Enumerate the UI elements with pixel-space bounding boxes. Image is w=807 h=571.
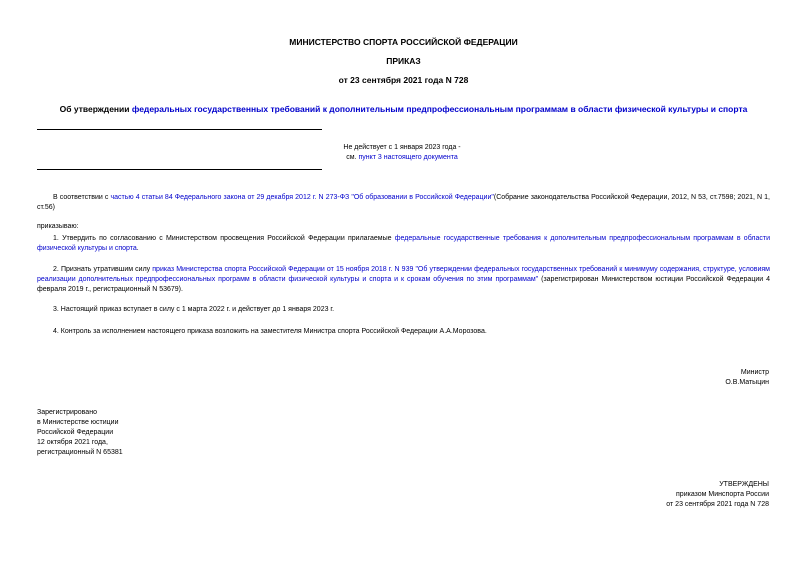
item-2-link[interactable]: приказ Министерства спорта Российской Федерации от 15 ноября 2018 г. N 939 "Об утверждении федеральных государственных требований к минимуму содержания, структуре, условиям реализации дополнительных предпрофессиональных программ в области физической культуры и спорта и к срокам обучения по этим программам": [37, 266, 770, 283]
signature-position: Министр: [740, 369, 769, 376]
approved-line-3: от 23 сентября 2021 года N 728: [666, 501, 769, 508]
item-1-link[interactable]: федеральные государственные требования к дополнительным предпрофессиональным программам в области физической культуры и спорта: [37, 235, 770, 252]
registration-line-4: 12 октября 2021 года,: [37, 439, 108, 446]
status-note-link[interactable]: пункт 3 настоящего документа: [358, 154, 458, 161]
title-link[interactable]: федеральных государственных требований к дополнительным предпрофессиональным программам в области физической культуры и спорта: [131, 104, 748, 114]
registration-line-3: Российской Федерации: [37, 429, 114, 436]
preamble-text-2: (Собрание законодательства Российской Федерации, 2012, N 53, ст.7598; 2021, N 1, ст.56): [37, 194, 771, 211]
approved-block: [666, 480, 769, 510]
document-type: ПРИКАЗ: [386, 56, 421, 66]
approved-line-2: приказом Минспорта России: [676, 491, 769, 498]
document-title: [30, 104, 777, 114]
preamble-law-link[interactable]: частью 4 статьи 84 Федерального закона от 29 декабря 2012 г. N 273-ФЗ "Об образовании в Российской Федерации": [110, 194, 494, 201]
item-3-paragraph: 3. Настоящий приказ вступает в силу с 1 марта 2022 г. и действует до 1 января 2023 г.: [53, 306, 335, 313]
preamble-paragraph: [37, 193, 770, 213]
item-2-text: 2. Признать утратившим силу: [53, 266, 153, 273]
status-note: [322, 143, 482, 163]
status-note-line1: Не действует с 1 января 2023 года -: [343, 144, 461, 151]
item-2-paragraph: [37, 265, 770, 295]
signature-block: [725, 368, 769, 388]
ministry-heading: МИНИСТЕРСТВО СПОРТА РОССИЙСКОЙ ФЕДЕРАЦИИ: [289, 37, 518, 47]
order-word: приказываю:: [37, 223, 79, 230]
item-1-end: .: [136, 245, 139, 252]
item-2-end: (зарегистрирован Министерством юстиции Российской Федерации 4 февраля 2019 г., регистрационный N 53679).: [37, 276, 770, 293]
registration-line-5: регистрационный N 65381: [37, 449, 123, 456]
divider-bottom: [37, 169, 322, 170]
registration-line-2: в Министерстве юстиции: [37, 419, 119, 426]
registration-block: [37, 408, 123, 458]
status-note-prefix: см.: [346, 154, 359, 161]
item-1-paragraph: [37, 234, 770, 254]
title-prefix: Об утверждении: [59, 104, 132, 114]
preamble-text-1: В соответствии с: [53, 194, 111, 201]
document-date: от 23 сентября 2021 года N 728: [338, 75, 469, 85]
status-note-line2: [322, 153, 482, 163]
registration-line-1: Зарегистрировано: [37, 409, 97, 416]
item-1-text: 1. Утвердить по согласованию с Министерством просвещения Российской Федерации прилагаемые: [53, 235, 395, 242]
approved-line-1: УТВЕРЖДЕНЫ: [719, 481, 769, 488]
signature-name: О.В.Матыцин: [725, 379, 769, 386]
item-4-paragraph: 4. Контроль за исполнением настоящего приказа возложить на заместителя Министра спорта Российской Федерации А.А.Морозова.: [53, 328, 487, 335]
divider-top: [37, 129, 322, 130]
